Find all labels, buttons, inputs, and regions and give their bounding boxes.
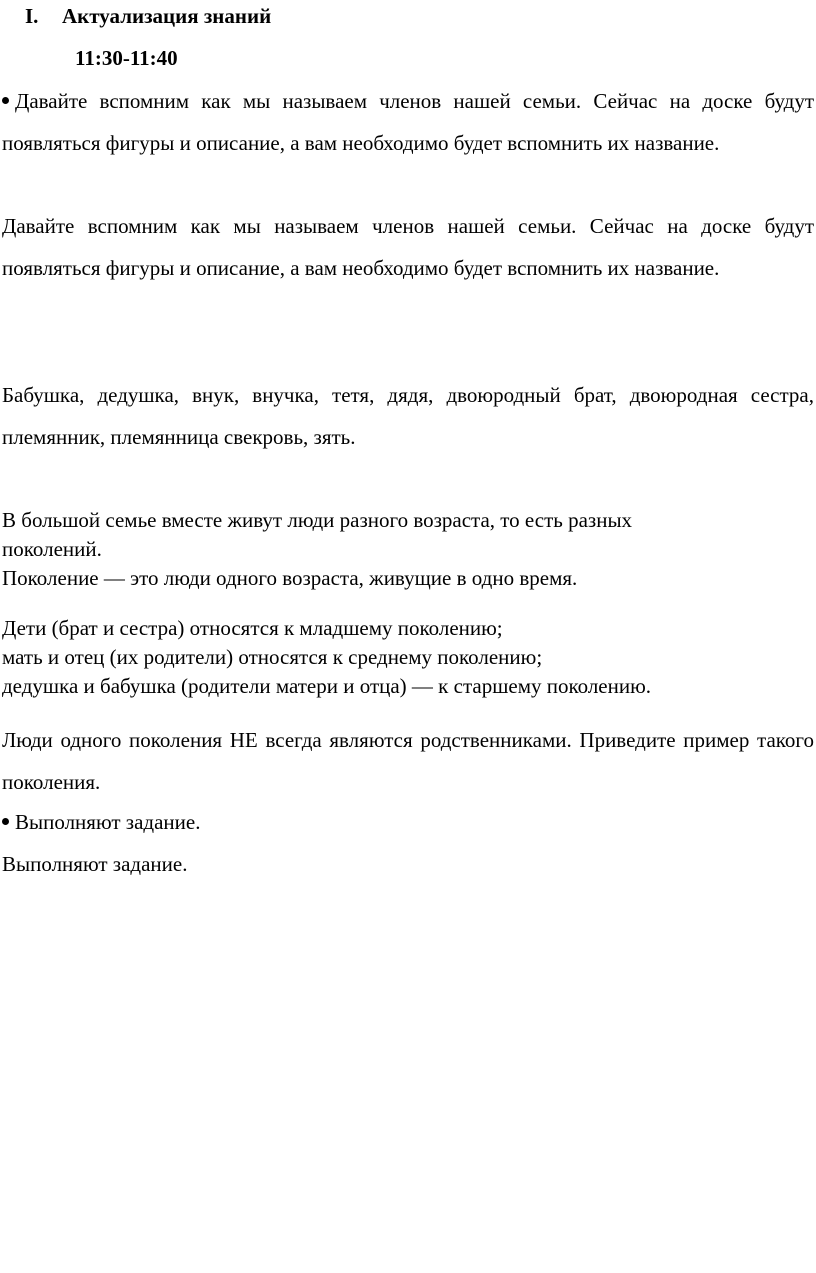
levels-line-1: Дети (брат и сестра) относятся к младшему поколению; bbox=[2, 616, 503, 640]
task-bullet-text: Выполняют задание. bbox=[15, 810, 201, 834]
relatives-list-paragraph: Бабушка, дедушка, внук, внучка, тетя, дядя, двоюродный брат, двоюродная сестра, племянник, племянница свекровь, зять. bbox=[2, 383, 814, 449]
section-heading bbox=[25, 4, 271, 28]
intro-bullet-paragraph bbox=[2, 80, 814, 164]
section-title: Актуализация знаний bbox=[62, 4, 272, 28]
intro-repeat-paragraph: Давайте вспомним как мы называем членов нашей семьи. Сейчас на доске будут появляться фигуры и описание, а вам необходимо будет вспомнить их название. bbox=[2, 214, 814, 280]
intro-bullet-text: Давайте вспомним как мы называем членов нашей семьи. Сейчас на доске будут появляться фигуры и описание, а вам необходимо будет вспомнить их название. bbox=[2, 89, 814, 155]
section-number: I. bbox=[25, 4, 39, 28]
generations-line-3: Поколение — это люди одного возраста, живущие в одно время. bbox=[2, 566, 578, 590]
bullet-icon bbox=[2, 97, 9, 104]
generations-line-1: В большой семье вместе живут люди разного возраста, то есть разных bbox=[2, 508, 633, 532]
task-bullet-paragraph bbox=[2, 808, 814, 837]
section-time: 11:30-11:40 bbox=[75, 46, 178, 70]
bullet-icon bbox=[2, 818, 9, 825]
task-repeat-paragraph: Выполняют задание. bbox=[2, 852, 188, 876]
generations-paragraph bbox=[2, 506, 814, 593]
levels-line-2: мать и отец (их родители) относятся к среднему поколению; bbox=[2, 645, 543, 669]
generations-line-2: поколений. bbox=[2, 537, 102, 561]
generation-levels-paragraph bbox=[2, 614, 814, 701]
question-paragraph: Люди одного поколения НЕ всегда являются родственниками. Приведите пример такого поколения. bbox=[2, 728, 814, 794]
levels-line-3: дедушка и бабушка (родители матери и отца) — к старшему поколению. bbox=[2, 674, 652, 698]
